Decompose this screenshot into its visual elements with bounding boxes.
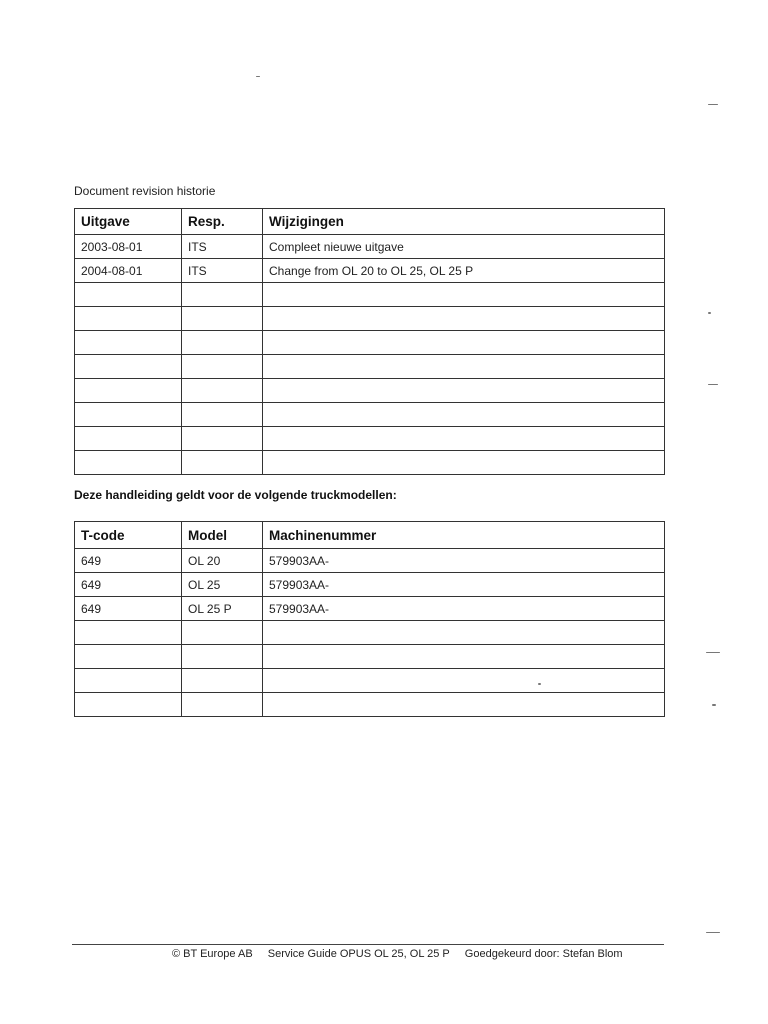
table-row (75, 355, 665, 379)
table-cell: 649 (75, 573, 182, 597)
table-row (75, 451, 665, 475)
table-cell (182, 669, 263, 693)
table-cell (182, 379, 263, 403)
scan-speck (708, 104, 718, 105)
table-cell: 579903AA- (263, 549, 665, 573)
table-cell (263, 355, 665, 379)
scan-speck (706, 932, 720, 933)
table-row (75, 379, 665, 403)
table-cell (182, 307, 263, 331)
table-cell (75, 379, 182, 403)
table-header-row (75, 522, 665, 549)
table-cell (75, 283, 182, 307)
table-row (75, 693, 665, 717)
table-cell: OL 20 (182, 549, 263, 573)
column-header-uitgave: Uitgave (75, 209, 182, 235)
table-row (75, 573, 665, 597)
table-cell: 2004-08-01 (75, 259, 182, 283)
table-cell (75, 427, 182, 451)
footer-divider (72, 944, 664, 945)
table-row (75, 403, 665, 427)
footer-copyright: © BT Europe AB (172, 948, 253, 960)
table-cell: 649 (75, 549, 182, 573)
table-cell (75, 645, 182, 669)
table-cell: ITS (182, 259, 263, 283)
column-header-t-code: T-code (75, 522, 182, 549)
table-cell: OL 25 P (182, 597, 263, 621)
table-cell (182, 427, 263, 451)
table-cell: Compleet nieuwe uitgave (263, 235, 665, 259)
table-row (75, 549, 665, 573)
table-cell: ITS (182, 235, 263, 259)
table-row (75, 259, 665, 283)
table-cell (182, 355, 263, 379)
table-cell (182, 331, 263, 355)
table-cell (263, 693, 665, 717)
table-row (75, 307, 665, 331)
scan-speck (256, 76, 260, 77)
page-footer (172, 948, 623, 960)
table-cell (263, 307, 665, 331)
table-cell (75, 403, 182, 427)
table-cell (75, 355, 182, 379)
column-header-resp: Resp. (182, 209, 263, 235)
table-cell (182, 403, 263, 427)
table-cell: OL 25 (182, 573, 263, 597)
table-header-row (75, 209, 665, 235)
table-cell: 579903AA- (263, 573, 665, 597)
table-cell (263, 379, 665, 403)
table-cell (75, 693, 182, 717)
table-cell (263, 403, 665, 427)
scan-speck (706, 652, 720, 653)
table-cell (182, 645, 263, 669)
table-row (75, 331, 665, 355)
table-cell (75, 451, 182, 475)
table-row (75, 597, 665, 621)
truck-models-table (74, 521, 665, 717)
table-row (75, 427, 665, 451)
table-cell (263, 669, 665, 693)
table-cell: 579903AA- (263, 597, 665, 621)
table-row (75, 645, 665, 669)
table-cell (263, 451, 665, 475)
table-cell: Change from OL 20 to OL 25, OL 25 P (263, 259, 665, 283)
table-cell (182, 451, 263, 475)
scan-speck (712, 704, 716, 706)
table-cell (75, 331, 182, 355)
table-row (75, 283, 665, 307)
column-header-wijzigingen: Wijzigingen (263, 209, 665, 235)
column-header-model: Model (182, 522, 263, 549)
revision-history-table (74, 208, 665, 475)
table-row (75, 235, 665, 259)
table-row (75, 669, 665, 693)
revision-history-caption: Document revision historie (74, 184, 216, 198)
table-cell (75, 307, 182, 331)
truck-models-heading: Deze handleiding geldt voor de volgende truckmodellen: (74, 488, 397, 502)
footer-guide-title: Service Guide OPUS OL 25, OL 25 P (267, 948, 450, 960)
table-cell (182, 283, 263, 307)
table-cell (263, 621, 665, 645)
scan-speck (708, 384, 718, 385)
table-cell (263, 645, 665, 669)
scan-speck (708, 312, 711, 314)
table-cell: 2003-08-01 (75, 235, 182, 259)
table-cell (182, 621, 263, 645)
scan-speck (538, 683, 541, 685)
table-cell: 649 (75, 597, 182, 621)
table-cell (182, 693, 263, 717)
footer-approved-by: Goedgekeurd door: Stefan Blom (464, 948, 623, 960)
table-cell (75, 669, 182, 693)
column-header-machinenummer: Machinenummer (263, 522, 665, 549)
table-cell (263, 283, 665, 307)
table-row (75, 621, 665, 645)
table-cell (263, 427, 665, 451)
table-cell (75, 621, 182, 645)
table-cell (263, 331, 665, 355)
